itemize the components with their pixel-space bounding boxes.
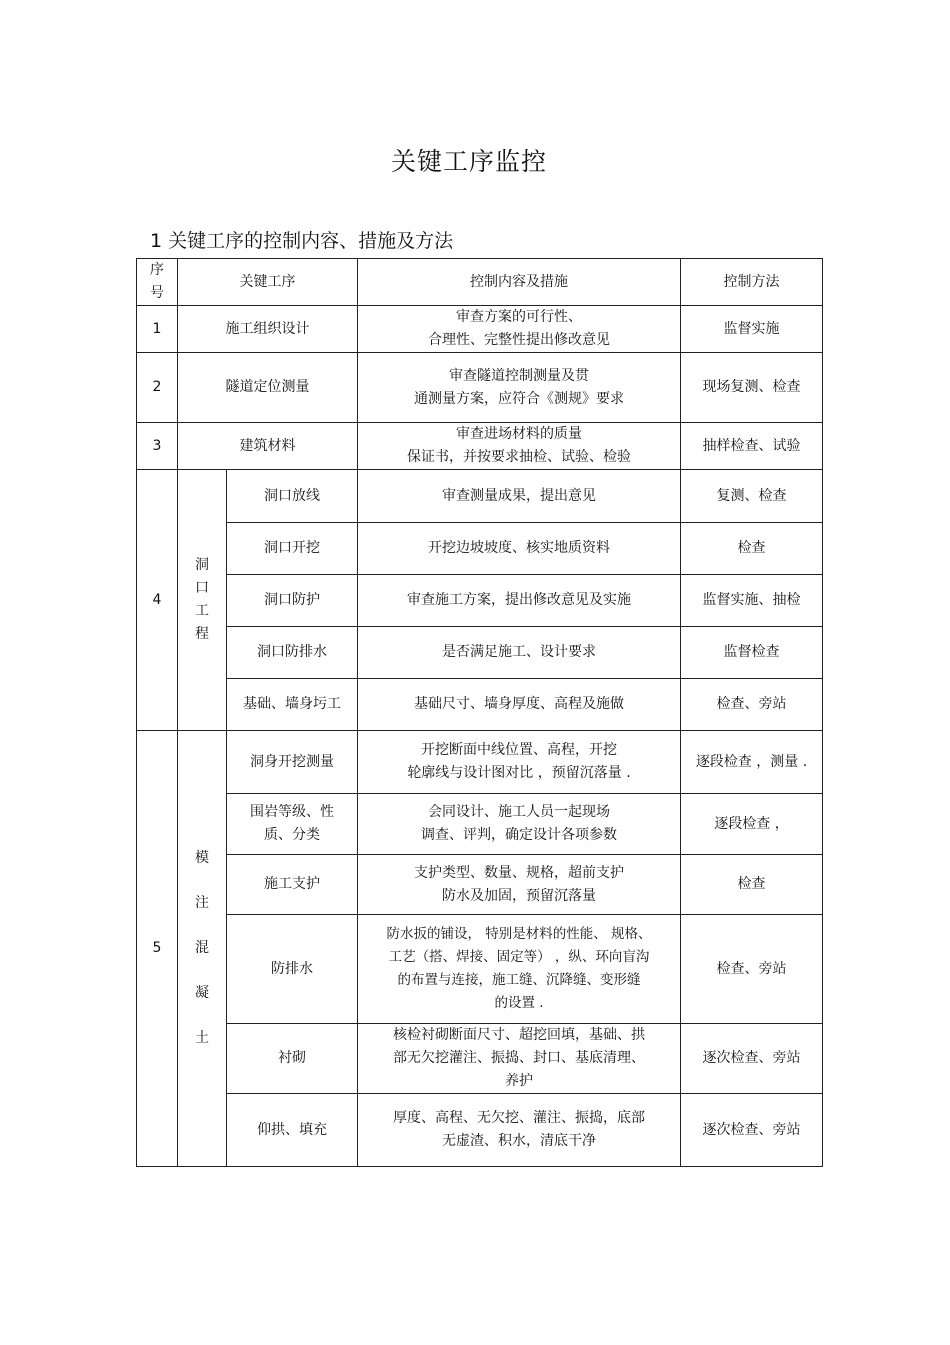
table-row [137,731,823,794]
method-cell: 抽样检查、试验 [681,423,823,470]
process-cell: 仰拱、填充 [227,1094,358,1167]
process-cell: 施工支护 [227,855,358,915]
table-row [137,353,823,423]
method-cell: 复测、检查 [681,470,823,523]
content-cell: 是否满足施工、设计要求 [358,627,681,679]
content-cell: 审查隧道控制测量及贯 通测量方案，应符合《测规》要求 [358,353,681,423]
control-table [136,258,823,1167]
category-cell: 模 注 混 凝 土 [178,731,227,1167]
method-cell: 检查 [681,523,823,575]
method-cell: 逐段检查 ， [681,794,823,855]
content-cell: 审查方案的可行性、 合理性、完整性提出修改意见 [358,306,681,353]
process-cell: 隧道定位测量 [178,353,358,423]
content-cell: 核检衬砌断面尺寸、超挖回填，基础、拱 部无欠挖灌注、振捣、封口、基底清理、 养护 [358,1024,681,1094]
content-cell: 开挖断面中线位置、高程，开挖 轮廓线与设计图对比 ，预留沉落量 . [358,731,681,794]
seq-cell: 4 [137,470,178,731]
table-row [137,627,823,679]
section-heading: 1 关键工序的控制内容、措施及方法 [150,230,454,252]
method-cell: 监督检查 [681,627,823,679]
method-cell: 监督实施 [681,306,823,353]
content-cell: 防水扳的铺设， 特别是材料的性能、 规格、 工艺（搭、焊接、固定等） ，纵、环向盲沟 的布置与连接，施工缝、沉降缝、变形缝 的设置 . [358,915,681,1024]
header-method: 控制方法 [681,259,823,306]
process-cell: 防排水 [227,915,358,1024]
table-row [137,679,823,731]
content-cell: 审查进场材料的质量 保证书，并按要求抽检、试验、检验 [358,423,681,470]
table-row [137,1024,823,1094]
process-cell: 洞口防排水 [227,627,358,679]
method-cell: 逐次检查、旁站 [681,1024,823,1094]
table-row [137,523,823,575]
content-cell: 支护类型、数量、规格，超前支护 防水及加固，预留沉落量 [358,855,681,915]
content-cell: 开挖边坡坡度、核实地质资料 [358,523,681,575]
process-cell: 洞口开挖 [227,523,358,575]
content-cell: 审查测量成果，提出意见 [358,470,681,523]
method-cell: 逐次检查、旁站 [681,1094,823,1167]
seq-cell: 2 [137,353,178,423]
process-cell: 洞口防护 [227,575,358,627]
seq-cell: 1 [137,306,178,353]
process-cell: 建筑材料 [178,423,358,470]
table-row [137,855,823,915]
process-cell: 基础、墙身圬工 [227,679,358,731]
method-cell: 现场复测、检查 [681,353,823,423]
seq-cell: 5 [137,731,178,1167]
table-row [137,575,823,627]
header-seq: 序 号 [137,259,178,306]
content-cell: 厚度、高程、无欠挖、灌注、振捣，底部 无虚渣、积水，清底干净 [358,1094,681,1167]
header-content: 控制内容及措施 [358,259,681,306]
method-cell: 检查、旁站 [681,679,823,731]
table-row [137,306,823,353]
process-cell: 洞口放线 [227,470,358,523]
process-cell: 洞身开挖测量 [227,731,358,794]
process-cell: 衬砌 [227,1024,358,1094]
table-row [137,915,823,1024]
document-title: 关键工序监控 [390,147,547,176]
table-row [137,1094,823,1167]
method-cell: 监督实施、抽检 [681,575,823,627]
table-row [137,794,823,855]
process-cell: 施工组织设计 [178,306,358,353]
category-cell: 洞 口 工 程 [178,470,227,731]
table-row [137,423,823,470]
header-row [137,259,823,306]
method-cell: 逐段检查 ，测量 . [681,731,823,794]
content-cell: 审查施工方案，提出修改意见及实施 [358,575,681,627]
method-cell: 检查 [681,855,823,915]
process-cell: 围岩等级、性 质、分类 [227,794,358,855]
content-cell: 会同设计、施工人员一起现场 调查、评判，确定设计各项参数 [358,794,681,855]
header-process: 关键工序 [178,259,358,306]
content-cell: 基础尺寸、墙身厚度、高程及施做 [358,679,681,731]
seq-cell: 3 [137,423,178,470]
method-cell: 检查、旁站 [681,915,823,1024]
table-row [137,470,823,523]
